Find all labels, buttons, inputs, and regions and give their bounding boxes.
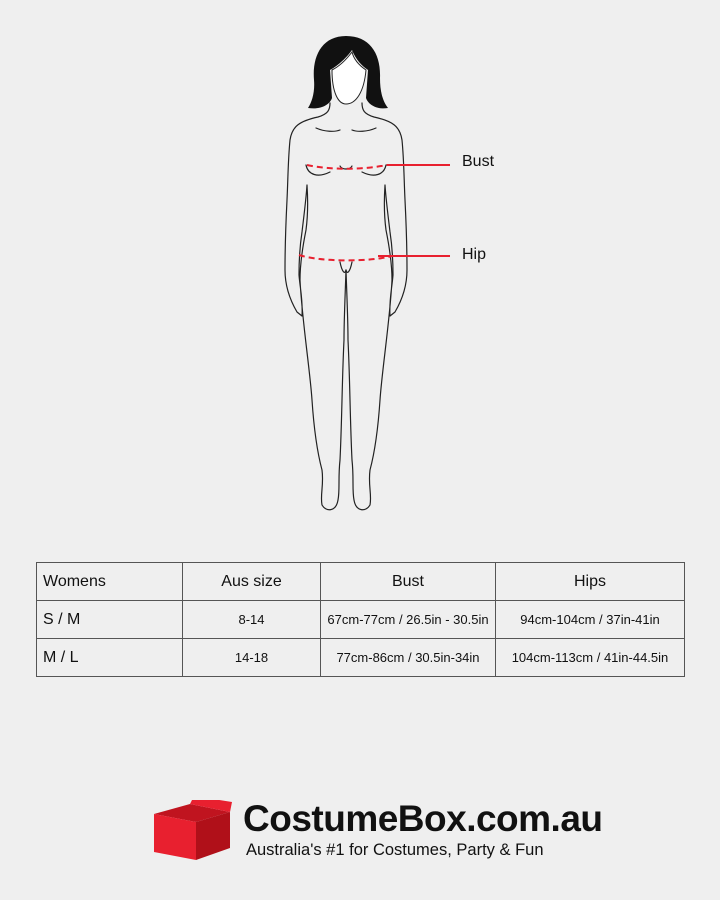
header-aus-size: Aus size bbox=[183, 563, 321, 601]
head-icon bbox=[308, 36, 388, 108]
brand-name: CostumeBox.com.au bbox=[243, 798, 603, 839]
size-cell: S / M bbox=[37, 601, 183, 639]
header-womens: Womens bbox=[37, 563, 183, 601]
table-row bbox=[37, 601, 685, 639]
table-row bbox=[37, 639, 685, 677]
table-header-row bbox=[37, 563, 685, 601]
hips-cell: 94cm-104cm / 37in-41in bbox=[496, 601, 685, 639]
bust-cell: 67cm-77cm / 26.5in - 30.5in bbox=[321, 601, 496, 639]
bust-cell: 77cm-86cm / 30.5in-34in bbox=[321, 639, 496, 677]
hip-label: Hip bbox=[462, 246, 487, 263]
red-box-logo-icon bbox=[150, 800, 234, 864]
aus-size-cell: 8-14 bbox=[183, 601, 321, 639]
hips-cell: 104cm-113cm / 41in-44.5in bbox=[496, 639, 685, 677]
size-cell: M / L bbox=[37, 639, 183, 677]
aus-size-cell: 14-18 bbox=[183, 639, 321, 677]
header-bust: Bust bbox=[321, 563, 496, 601]
header-hips: Hips bbox=[496, 563, 685, 601]
bust-label: Bust bbox=[462, 153, 495, 170]
bust-measure-dash bbox=[307, 165, 387, 169]
brand-tagline: Australia's #1 for Costumes, Party & Fun bbox=[246, 841, 544, 859]
size-chart-table bbox=[36, 562, 685, 677]
